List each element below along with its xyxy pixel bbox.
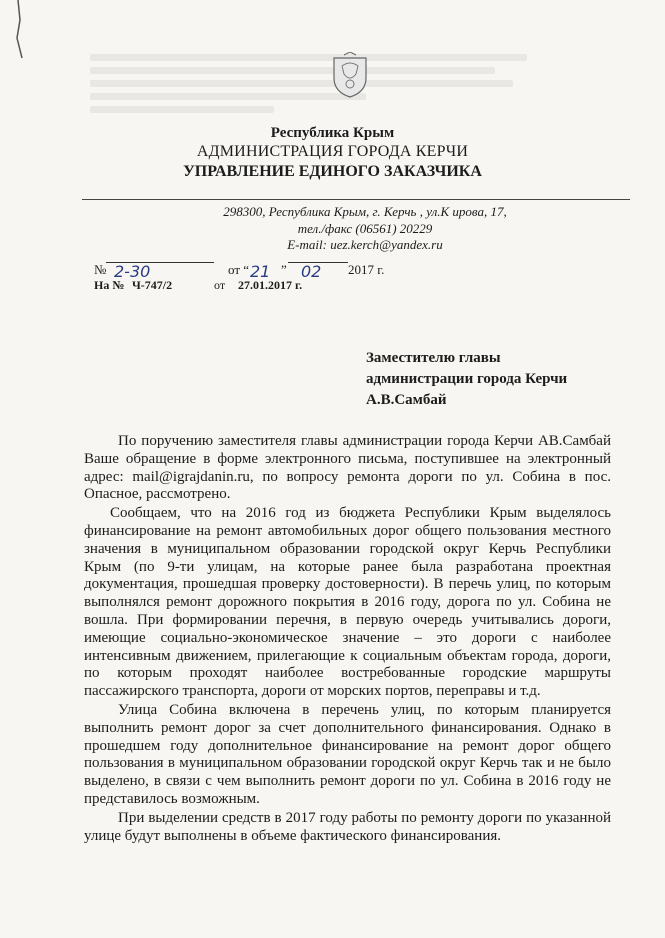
body-paragraph-4: При выделении средств в 2017 году работы по ремонту дороги по указанной улице будут выполнены в объеме фактического финансирования. [84,809,611,844]
reference-number: Ч-747/2 [132,278,173,292]
crimea-coat-of-arms-icon [330,52,370,98]
reference-from: от [214,278,226,292]
addressee-title: Заместителю главы [366,350,501,366]
quote-close: ” [281,262,287,277]
year-suffix: 2017 г. [348,262,385,277]
republic-heading: Республика Крым [270,125,395,141]
handwritten-month: 02 [301,262,322,281]
addressee-organization: администрации города Керчи [366,371,568,387]
month-underline [288,262,348,263]
department-heading: УПРАВЛЕНИЕ ЕДИНОГО ЗАКАЗЧИКА [183,163,482,180]
body-paragraph-3: Улица Собина включена в перечень улиц, по которым планируется выполнить ремонт дорог за счет дополнительного финансирования. Однако в прошедшем году дополнительное финансирование на ремонт дорог общего пользования в муниципальном образовании городской округ Керчь так и не было выделено, в связи с чем выполнить ремонт дороги по ул. Собина в 2016 году не представилось возможным. [84,701,611,807]
addressee-name: А.В.Самбай [366,392,447,408]
letter-body [84,433,611,846]
email-address: E-mail: uez.kerch@yandex.ru [287,237,443,252]
staple-mark-icon [6,0,36,60]
administration-heading: АДМИНИСТРАЦИЯ ГОРОДА КЕРЧИ [196,143,469,160]
reference-label: На № [94,278,125,292]
header-divider [82,199,630,200]
body-paragraph-1: По поручению заместителя главы администрации города Керчи АВ.Самбай Ваше обращение в форме электронного письма, поступившее на электронный адрес: mail@igrajdanin.ru, по вопросу ремонта дороги по ул. Собина в пос. Опасное, рассмотрено. [84,433,611,503]
number-sign: № [94,262,107,277]
addressee-block [366,348,567,411]
number-underline [106,262,214,263]
postal-address: 298300, Республика Крым, г. Керчь , ул.К ирова, 17, [223,204,507,219]
handwritten-number: 2-30 [114,262,151,281]
phone-fax: тел./факс (06561) 20229 [297,221,433,236]
reference-date: 27.01.2017 г. [238,278,303,292]
body-paragraph-2: Сообщаем, что на 2016 год из бюджета Республики Крым выделялось финансирование на ремонт автомобильных дорог общего пользования местного значения в муниципальном образовании городской округ Керчь Республики Крым (по 9-ти улицам, на которые ранее была разработана проектная документация, прошедшая проверку достоверности). В перечь улиц, по которым выполнялся ремонт дорожного покрытия в 2016 году, дорога по ул. Собина не вошла. При формировании перечня, в первую очередь учитывались дороги, имеющие социально-экономическое значение – это дороги с наиболее интенсивным движением, прилегающие к социальным объектам города, дороги, по которым проходят наиболее востребованные городские маршруты пассажирского транспорта, дороги от морских портов, переправы и т.д. [84,505,611,700]
handwritten-day: 21 [250,262,271,281]
from-label: от “ [228,262,250,277]
